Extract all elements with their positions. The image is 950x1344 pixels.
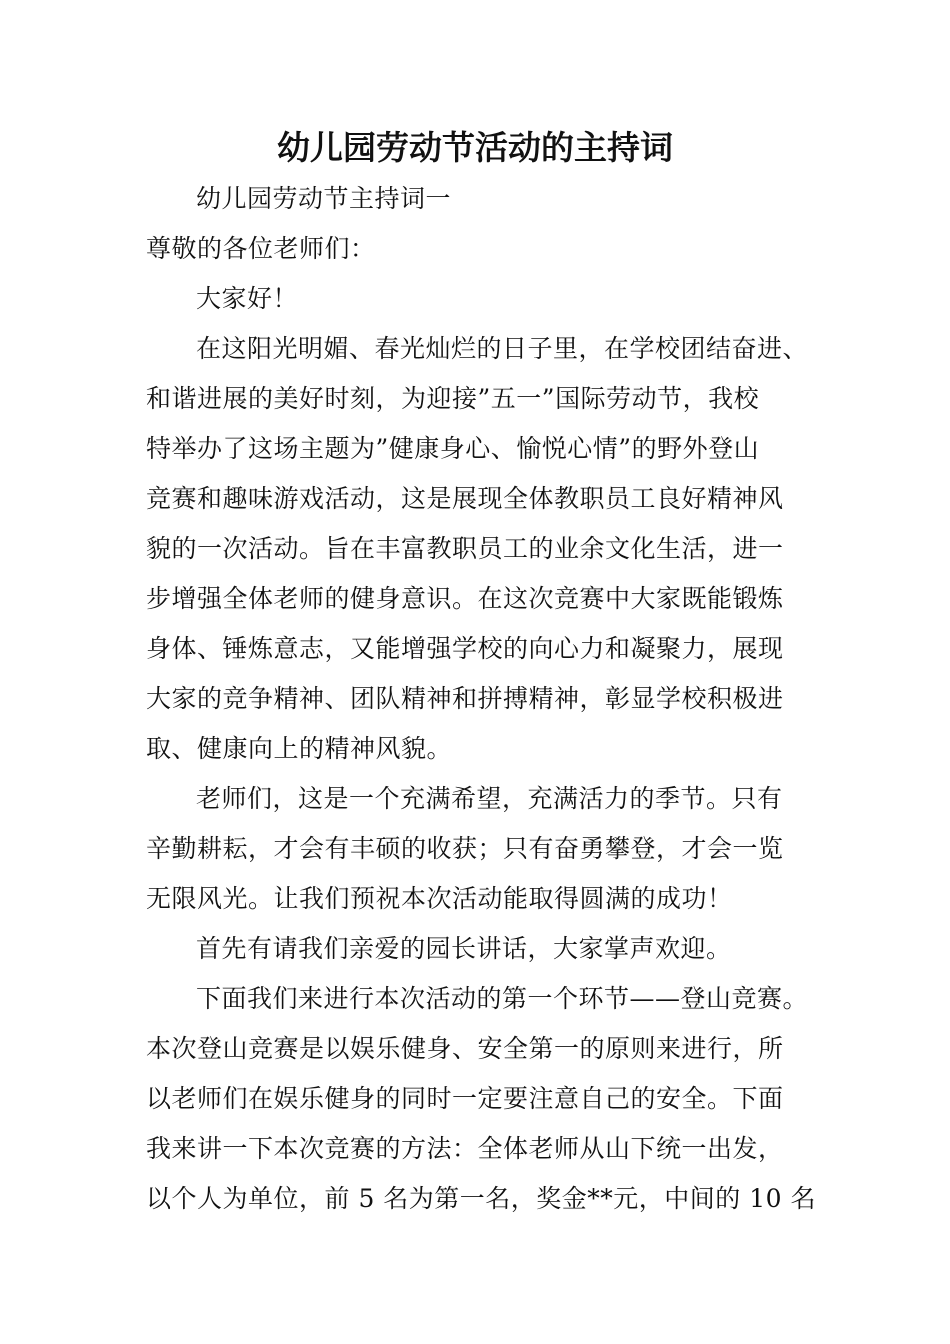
paragraph-line: 下面我们来进行本次活动的第一个环节——登山竞赛。: [196, 984, 809, 1013]
paragraph-line: 竞赛和趣味游戏活动，这是展现全体教职员工良好精神风: [146, 484, 784, 513]
paragraph-line: 特举办了这场主题为”健康身心、愉悦心情”的野外登山: [146, 434, 760, 463]
paragraph-line: 在这阳光明媚、春光灿烂的日子里，在学校团结奋进、: [196, 334, 809, 363]
paragraph-line: 步增强全体老师的健身意识。在这次竞赛中大家既能锻炼: [146, 584, 784, 613]
paragraph-line: 以老师们在娱乐健身的同时一定要注意自己的安全。下面: [146, 1084, 784, 1113]
paragraph-line: 老师们，这是一个充满希望，充满活力的季节。只有: [196, 784, 783, 813]
subtitle-line: 幼儿园劳动节主持词一: [196, 184, 452, 213]
paragraph-line: 取、健康向上的精神风貌。: [146, 734, 453, 763]
paragraph-line: 身体、锤炼意志，又能增强学校的向心力和凝聚力，展现: [146, 634, 784, 663]
paragraph-line: 貌的一次活动。旨在丰富教职员工的业余文化生活，进一: [146, 534, 784, 563]
paragraph-line: 本次登山竞赛是以娱乐健身、安全第一的原则来进行，所: [146, 1034, 784, 1063]
paragraph-line: 大家的竞争精神、团队精神和拼搏精神，彰显学校积极进: [146, 684, 784, 713]
paragraph-line: 我来讲一下本次竞赛的方法：全体老师从山下统一出发，: [146, 1134, 784, 1163]
salutation-line: 尊敬的各位老师们：: [146, 234, 376, 263]
paragraph-line: 首先有请我们亲爱的园长讲话，大家掌声欢迎。: [196, 934, 732, 963]
document-title: 幼儿园劳动节活动的主持词: [277, 128, 673, 167]
paragraph-line: 辛勤耕耘，才会有丰硕的收获；只有奋勇攀登，才会一览: [146, 834, 784, 863]
paragraph-line: 无限风光。让我们预祝本次活动能取得圆满的成功！: [146, 884, 733, 913]
paragraph-line: 和谐进展的美好时刻，为迎接”五一”国际劳动节，我校: [146, 384, 760, 413]
greeting-line: 大家好！: [196, 284, 299, 313]
paragraph-line: 以个人为单位，前 5 名为第一名，奖金**元，中间的 10 名: [146, 1184, 817, 1213]
